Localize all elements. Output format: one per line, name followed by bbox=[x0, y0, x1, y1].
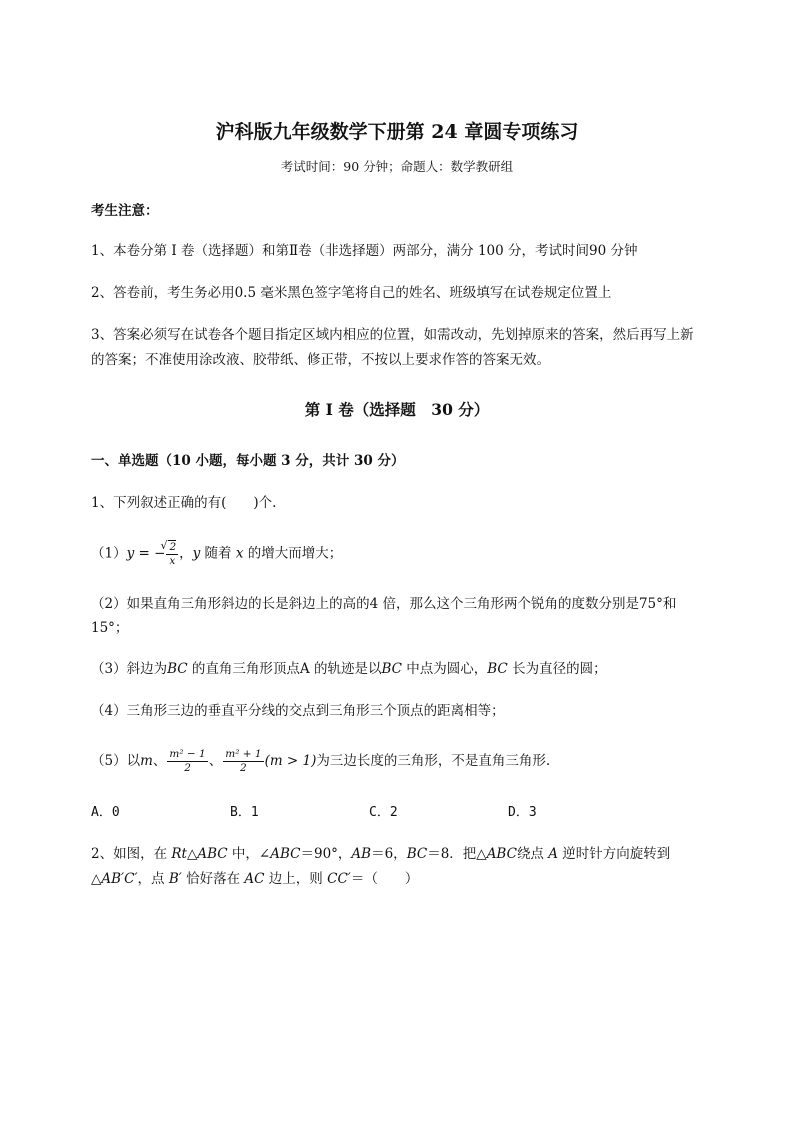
segment-bc: BC bbox=[487, 661, 508, 677]
statement-text: 的增大而增大； bbox=[243, 545, 343, 562]
triangle-ab-prime-c-prime: AB′C′ bbox=[101, 871, 138, 887]
question-text: ＝8．把△ bbox=[427, 846, 487, 862]
notice-heading: 考生注意： bbox=[91, 203, 159, 219]
separator: 、 bbox=[152, 753, 167, 769]
separator: 、 bbox=[208, 753, 223, 769]
question-text: 边上，则 bbox=[264, 871, 328, 887]
question-text: ＝（ ） bbox=[350, 871, 419, 887]
question-text: 恰好落在 bbox=[181, 871, 245, 887]
statement-text: 的直角三角形顶点A 的轨迹是以 bbox=[187, 661, 382, 677]
statement-text: 为三边长度的三角形，不是直角三角形. bbox=[316, 753, 551, 769]
fraction-numerator: m² + 1 bbox=[225, 748, 262, 760]
variable-y: y bbox=[192, 545, 201, 562]
question-text: ，点 bbox=[137, 871, 169, 887]
segment-bc: BC bbox=[381, 661, 402, 677]
question-1-options bbox=[91, 802, 742, 823]
fraction-denominator: 2 bbox=[184, 762, 191, 774]
question-1-statement-2-line-2: 15°； bbox=[91, 620, 129, 636]
option-d[interactable]: D．3 bbox=[508, 805, 537, 820]
equation-lhs: y = − bbox=[126, 545, 166, 562]
segment-bc: BC bbox=[406, 846, 428, 862]
question-text: 绕点 bbox=[516, 846, 549, 862]
statement-text: 随着 bbox=[200, 545, 236, 562]
question-text: 中，∠ bbox=[227, 846, 271, 862]
triangle-abc: ABC bbox=[486, 846, 517, 862]
notice-item-2: 2、答卷前，考生务必用0.5 毫米黑色签字笔将自己的姓名、班级填写在试卷规定位置上 bbox=[91, 285, 612, 301]
notice-item-3-line-1: 3、答案必须写在试卷各个题目指定区域内相应的位置，如需改动，先划掉原来的答案，然后再写上新 bbox=[91, 327, 694, 343]
statement-text: 中点为圆心， bbox=[401, 661, 488, 677]
question-text: ＝6， bbox=[371, 846, 407, 862]
notice-item-3-line-2: 的答案；不准使用涂改液、胶带纸、修正带，不按以上要求作答的答案无效。 bbox=[91, 352, 550, 368]
statement-text: 长为直径的圆； bbox=[507, 661, 607, 677]
question-text: 2、如图，在 bbox=[91, 846, 172, 862]
segment-ab: AB bbox=[351, 846, 372, 862]
question-1-statement-3 bbox=[91, 659, 742, 679]
fraction-m2-minus-1-over-2 bbox=[167, 748, 207, 775]
statement-text: （3）斜边为 bbox=[91, 661, 168, 677]
statement-text: ， bbox=[179, 545, 193, 562]
option-b[interactable]: B．1 bbox=[230, 805, 259, 820]
segment-bc: BC bbox=[167, 661, 188, 677]
exam-title: 沪科版九年级数学下册第 24 章圆专项练习 bbox=[215, 121, 579, 143]
segment-cc-prime: CC′ bbox=[327, 871, 351, 887]
exam-subtitle: 考试时间：90 分钟；命题人：数学教研组 bbox=[280, 159, 514, 174]
question-2-line-1 bbox=[91, 844, 742, 864]
point-b-prime: B′ bbox=[168, 871, 182, 887]
statement-label: （5）以 bbox=[91, 753, 141, 769]
angle-abc: ABC bbox=[270, 846, 301, 862]
question-1-statement-5 bbox=[91, 748, 742, 775]
question-2-line-2 bbox=[91, 869, 742, 889]
option-a[interactable]: A．0 bbox=[91, 805, 120, 820]
part-heading: 一、单选题（10 小题，每小题 3 分，共计 30 分） bbox=[91, 453, 405, 469]
statement-label: （1） bbox=[91, 545, 127, 562]
notice-item-1: 1、本卷分第 I 卷（选择题）和第Ⅱ卷（非选择题）两部分，满分 100 分，考试时间90 分钟 bbox=[91, 243, 638, 259]
question-1-statement-4: （4）三角形三边的垂直平分线的交点到三角形三个顶点的距离相等； bbox=[91, 703, 505, 719]
variable-x: x bbox=[235, 545, 244, 562]
question-text: ＝90°， bbox=[300, 846, 352, 862]
option-c[interactable]: C．2 bbox=[369, 805, 398, 820]
triangle-rt-abc: Rt△ABC bbox=[171, 846, 228, 862]
segment-ac: AC bbox=[244, 871, 265, 887]
question-text: 逆时针方向旋转到 bbox=[557, 846, 671, 862]
sqrt-radicand: √ 2 bbox=[168, 540, 176, 554]
question-text: △ bbox=[91, 871, 102, 887]
section-title: 第 I 卷（选择题 30 分） bbox=[304, 400, 490, 419]
point-a: A bbox=[548, 846, 558, 862]
variable-m: m bbox=[140, 753, 153, 769]
question-1-statement-2-line-1: （2）如果直角三角形斜边的长是斜边上的高的4 倍，那么这个三角形两个锐角的度数分别是75°和 bbox=[91, 596, 677, 612]
fraction-denominator: x bbox=[169, 555, 176, 567]
fraction-denominator: 2 bbox=[240, 762, 247, 774]
question-1-statement-1 bbox=[91, 540, 742, 568]
fraction-numerator: m² − 1 bbox=[169, 748, 206, 760]
fraction-m2-plus-1-over-2 bbox=[223, 748, 263, 775]
question-1-stem: 1、下列叙述正确的有( )个. bbox=[91, 495, 277, 511]
fraction-sqrt2-over-x bbox=[166, 540, 178, 568]
condition: (m > 1) bbox=[264, 753, 317, 769]
